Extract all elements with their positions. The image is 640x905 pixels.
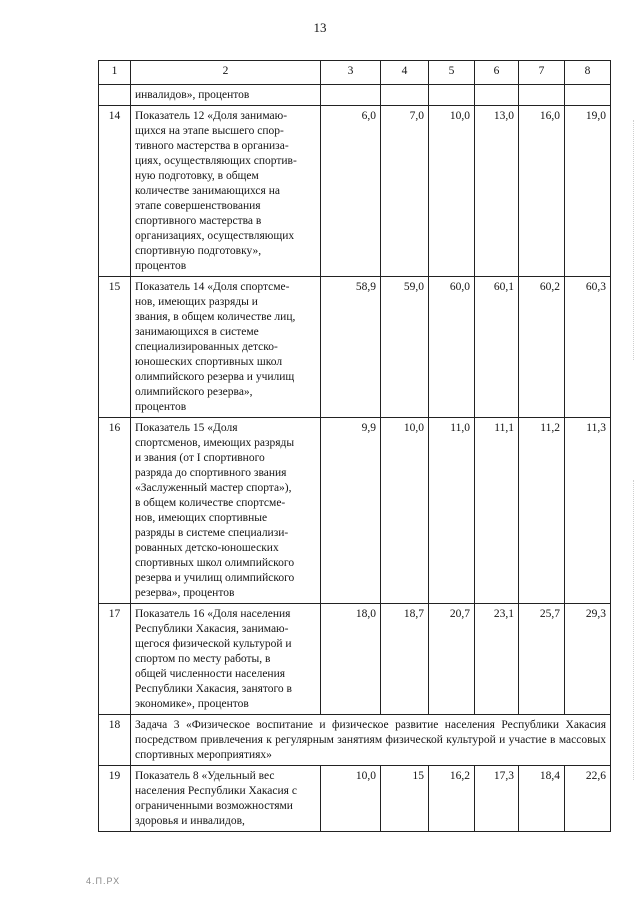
description-line: спортом по месту работы, в (135, 653, 271, 665)
description-line: «Заслуженный мастер спорта»), (135, 482, 292, 494)
value-cell: 11,0 (429, 418, 475, 604)
description-line: нов, имеющих разряды и (135, 296, 258, 308)
value-cell: 10,0 (429, 106, 475, 277)
description-line: здоровья и инвалидов, (135, 815, 245, 827)
description-line: организациях, осуществляющих (135, 230, 295, 242)
description-line: резерва», процентов (135, 587, 235, 599)
description-line: процентов (135, 401, 187, 413)
description-line: Показатель 14 «Доля спортсме- (135, 281, 290, 293)
indicators-table (98, 60, 611, 832)
description-line: разряды в системе специализи- (135, 527, 289, 539)
description-line: спортивного мастерства в (135, 215, 262, 227)
indicator-row (99, 418, 611, 604)
header-cell: 3 (321, 61, 381, 85)
description-line: рованных детско-юношеских (135, 542, 279, 554)
description-line: звания, в общем количестве лиц, (135, 311, 296, 323)
description-line: в общем количестве спортсме- (135, 497, 286, 509)
value-cell: 7,0 (381, 106, 429, 277)
value-cell: 11,2 (519, 418, 565, 604)
description-line: циях, осуществляющих спортив- (135, 155, 297, 167)
description-line: населения Республики Хакасия с (135, 785, 297, 797)
description-line: экономике», процентов (135, 698, 249, 710)
description-line: количестве занимающихся на (135, 185, 280, 197)
value-cell: 13,0 (475, 106, 519, 277)
value-cell: 10,0 (321, 766, 381, 832)
description-line: резерва и училищ олимпийского (135, 572, 295, 584)
value-cell: 20,7 (429, 604, 475, 715)
task-description: Задача 3 «Физическое воспитание и физическое развитие населения Республики Хакасия посредством привлечения к регулярным занятиям физической культурой и участие в массовых спортивных мероприятиях» (131, 715, 611, 766)
description-line: олимпийского резерва и училищ (135, 371, 295, 383)
row-number: 16 (99, 418, 131, 604)
header-cell: 5 (429, 61, 475, 85)
value-cell: 11,1 (475, 418, 519, 604)
value-cell: 60,1 (475, 277, 519, 418)
value-cell: 10,0 (381, 418, 429, 604)
value-cell: 9,9 (321, 418, 381, 604)
header-cell: 7 (519, 61, 565, 85)
value-cell (565, 85, 611, 106)
row-number: 15 (99, 277, 131, 418)
description-line: Показатель 16 «Доля населения (135, 608, 291, 620)
value-cell: 22,6 (565, 766, 611, 832)
description-line: процентов (135, 260, 187, 272)
description-line: Показатель 15 «Доля (135, 422, 238, 434)
description-line: специализированных детско- (135, 341, 278, 353)
description-line: Республики Хакасия, занятого в (135, 683, 292, 695)
task-row (99, 715, 611, 766)
value-cell: 16,0 (519, 106, 565, 277)
value-cell: 11,3 (565, 418, 611, 604)
header-cell: 8 (565, 61, 611, 85)
value-cell: 19,0 (565, 106, 611, 277)
value-cell (519, 85, 565, 106)
indicator-row (99, 604, 611, 715)
value-cell: 15 (381, 766, 429, 832)
page-number: 13 (313, 20, 327, 35)
description-line: щихся на этапе высшего спор- (135, 125, 284, 137)
footer-mark: 4.П.РХ (86, 876, 121, 886)
description-line: Показатель 12 «Доля занимаю- (135, 110, 288, 122)
description-line: ную подготовку, в общем (135, 170, 259, 182)
description-line: общей численности населения (135, 668, 286, 680)
description-line: этапе совершенствования (135, 200, 261, 212)
description-line: юношеских спортивных школ (135, 356, 283, 368)
header-cell: 2 (131, 61, 321, 85)
indicator-description (131, 604, 321, 715)
continuation-row (99, 85, 611, 106)
value-cell: 60,2 (519, 277, 565, 418)
value-cell: 16,2 (429, 766, 475, 832)
row-number: 14 (99, 106, 131, 277)
description-line: олимпийского резерва», (135, 386, 253, 398)
indicator-description (131, 277, 321, 418)
value-cell: 59,0 (381, 277, 429, 418)
description-line: спортивную подготовку», (135, 245, 262, 257)
description-line: нов, имеющих спортивные (135, 512, 268, 524)
scan-edge-marks (631, 480, 634, 780)
indicator-row (99, 766, 611, 832)
value-cell: 18,0 (321, 604, 381, 715)
row-number: 19 (99, 766, 131, 832)
header-cell: 6 (475, 61, 519, 85)
scan-edge-marks (631, 120, 634, 360)
header-cell: 1 (99, 61, 131, 85)
value-cell (381, 85, 429, 106)
header-row (99, 61, 611, 85)
value-cell (321, 85, 381, 106)
value-cell (475, 85, 519, 106)
indicator-description (131, 106, 321, 277)
value-cell: 23,1 (475, 604, 519, 715)
row-number: 17 (99, 604, 131, 715)
value-cell: 18,4 (519, 766, 565, 832)
value-cell: 18,7 (381, 604, 429, 715)
description-line: занимающихся в системе (135, 326, 259, 338)
description-line: спортивных школ олимпийского (135, 557, 295, 569)
description-line: тивного мастерства в организа- (135, 140, 289, 152)
description-line: разряда до спортивного звания (135, 467, 287, 479)
header-cell: 4 (381, 61, 429, 85)
indicator-description (131, 418, 321, 604)
table-body (99, 61, 611, 832)
indicator-description (131, 766, 321, 832)
value-cell: 6,0 (321, 106, 381, 277)
value-cell: 60,3 (565, 277, 611, 418)
value-cell: 58,9 (321, 277, 381, 418)
description-line: спортсменов, имеющих разряды (135, 437, 295, 449)
description-line: Показатель 8 «Удельный вес (135, 770, 275, 782)
description-line: ограниченными возможностями (135, 800, 293, 812)
value-cell: 29,3 (565, 604, 611, 715)
value-cell: 25,7 (519, 604, 565, 715)
description-line: Республики Хакасия, занимаю- (135, 623, 289, 635)
value-cell (429, 85, 475, 106)
indicator-row (99, 277, 611, 418)
description-line: и звания (от I спортивного (135, 452, 265, 464)
continuation-text: инвалидов», процентов (131, 85, 321, 106)
value-cell: 60,0 (429, 277, 475, 418)
row-number: 18 (99, 715, 131, 766)
value-cell: 17,3 (475, 766, 519, 832)
description-line: щегося физической культурой и (135, 638, 292, 650)
row-number (99, 85, 131, 106)
indicator-row (99, 106, 611, 277)
